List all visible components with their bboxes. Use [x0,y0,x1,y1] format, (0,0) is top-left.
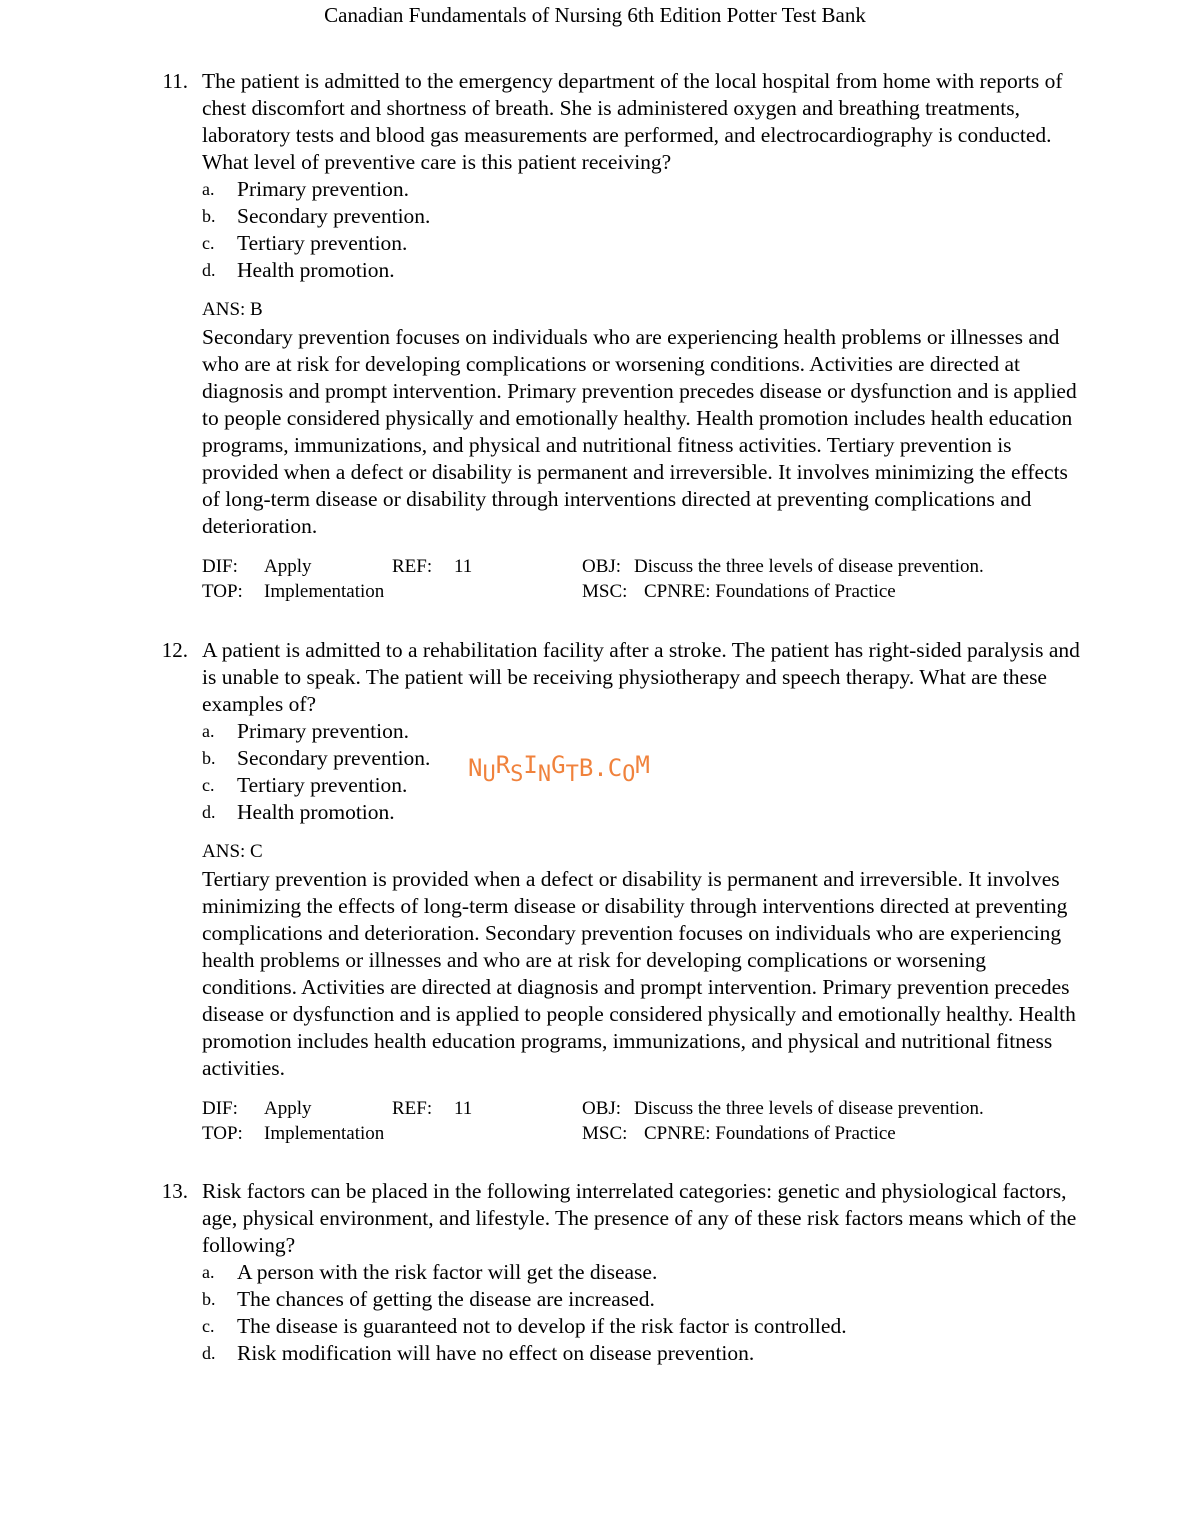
question-metadata [202,554,1080,606]
option-c [202,1313,1080,1340]
msc-value: CPNRE: Foundations of Practice [644,581,896,602]
option-letter: c. [202,1316,215,1336]
top-value: Implementation [264,1123,385,1144]
top-label: TOP: [202,1123,243,1144]
msc-label: MSC: [582,1123,628,1144]
option-text: Primary prevention. [237,177,409,201]
option-letter: d. [202,260,216,280]
option-text: Secondary prevention. [237,746,431,770]
option-letter: b. [202,206,216,226]
top-value: Implementation [264,581,385,602]
option-text: The chances of getting the disease are increased. [237,1287,655,1311]
watermark-letter: B [578,754,594,782]
watermark [468,751,650,787]
option-letter: b. [202,1289,216,1309]
option-a [202,176,1080,203]
option-letter: d. [202,1343,216,1363]
obj-value: Discuss the three levels of disease prevention. [634,556,984,577]
question-stem: The patient is admitted to the emergency department of the local hospital from home with reports of chest discomfort and shortness of breath. She is administered oxygen and breathing treatments, laboratory tests and blood gas measurements are performed, and electrocardiography is conducted. What level of preventive care is this patient receiving? [202,69,1063,174]
question-number: 13. [161,1179,188,1203]
option-letter: a. [202,179,215,199]
option-letter: a. [202,721,215,741]
ref-value: 11 [454,1098,473,1119]
option-letter: d. [202,802,216,822]
option-text: Health promotion. [237,258,395,282]
answer-options [202,1259,1080,1367]
option-letter: c. [202,775,215,795]
watermark-letter: G [551,751,566,779]
watermark-letter: M [635,751,650,779]
option-d [202,799,1080,826]
obj-value: Discuss the three levels of disease prevention. [634,1098,984,1119]
obj-label: OBJ: [582,556,622,577]
obj-label: OBJ: [582,1098,622,1119]
watermark-letter: . [593,754,608,782]
watermark-letter: S [510,762,524,787]
msc-value: CPNRE: Foundations of Practice [644,1123,896,1144]
dif-value: Apply [264,1098,312,1119]
option-text: The disease is guaranteed not to develop if the risk factor is controlled. [237,1314,847,1338]
msc-label: MSC: [582,581,628,602]
option-d [202,1340,1080,1367]
ref-label: REF: [392,556,433,577]
watermark-letter: N [468,754,483,782]
top-label: TOP: [202,581,243,602]
question-stem: A patient is admitted to a rehabilitation facility after a stroke. The patient has right-sided paralysis and is unable to speak. The patient will be receiving physiotherapy and speech therapy. What are these examples of? [202,638,1080,716]
question-number: 12. [161,638,188,662]
option-text: Secondary prevention. [237,204,431,228]
ref-value: 11 [454,556,473,577]
option-text: Risk modification will have no effect on disease prevention. [237,1341,755,1365]
option-text: Tertiary prevention. [237,773,408,797]
page-header: Canadian Fundamentals of Nursing 6th Edition Potter Test Bank [324,3,866,27]
answer-key: ANS: B [202,299,263,320]
question-11 [150,68,1080,606]
rationale: Tertiary prevention is provided when a defect or disability is permanent and irreversible. It involves minimizing the effects of long-term disease or disability through interventions directed at preventing complications and deterioration. Secondary prevention focuses on individuals who are experiencing health problems or illnesses and who are at risk for developing complications or worsening conditions. Activities are directed at diagnosis and prompt intervention. Primary prevention precedes disease or dysfunction and is applied to people considered physically and emotionally healthy. Health promotion includes health education programs, immunizations, and physical and nutritional fitness activities. [202,867,1076,1080]
ref-label: REF: [392,1098,433,1119]
answer-key: ANS: C [202,841,263,862]
option-letter: c. [202,233,215,253]
watermark-letter: I [523,751,538,779]
option-b [202,203,1080,230]
question-stem: Risk factors can be placed in the following interrelated categories: genetic and physiological factors, age, physical environment, and lifestyle. The presence of any of these risk factors means which of the following? [202,1179,1077,1257]
watermark-letter: T [565,762,579,787]
option-d [202,257,1080,284]
watermark-letter: O [622,762,636,787]
option-b [202,1286,1080,1313]
dif-label: DIF: [202,556,238,577]
question-13 [150,1178,1080,1367]
answer-options [202,176,1080,284]
question-12 [150,637,1080,1148]
option-a [202,1259,1080,1286]
watermark-letter: C [607,754,623,782]
option-letter: a. [202,1262,215,1282]
dif-value: Apply [264,556,312,577]
watermark-letter: R [495,751,511,779]
option-text: Tertiary prevention. [237,231,408,255]
option-a [202,718,1080,745]
question-metadata [202,1096,1080,1148]
option-letter: b. [202,748,216,768]
option-text: A person with the risk factor will get the disease. [237,1260,658,1284]
watermark-letter: U [482,762,496,787]
question-number: 11. [162,69,188,93]
rationale: Secondary prevention focuses on individuals who are experiencing health problems or illnesses and who are at risk for developing complications or worsening conditions. Activities are directed at diagnosis and prompt intervention. Primary prevention precedes disease or dysfunction and is applied to people considered physically and emotionally healthy. Health promotion includes health education programs, immunizations, and physical and nutritional fitness activities. Tertiary prevention is provided when a defect or disability is permanent and irreversible. It involves minimizing the effects of long-term disease or disability through interventions directed at preventing complications and deterioration. [202,325,1077,538]
dif-label: DIF: [202,1098,238,1119]
watermark-letter: N [537,762,552,787]
option-text: Primary prevention. [237,719,409,743]
option-text: Health promotion. [237,800,395,824]
option-c [202,230,1080,257]
